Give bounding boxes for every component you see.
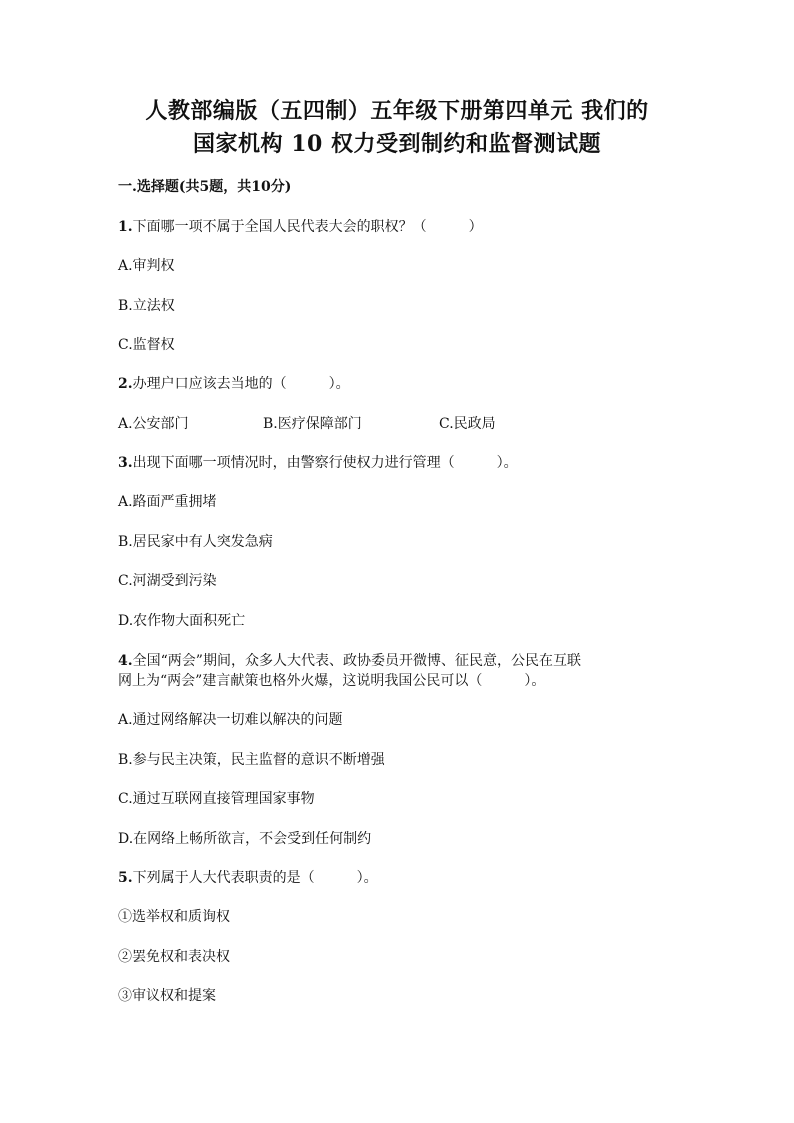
question-4-text-line-2: 网上为“两会”建言献策也格外火爆，这说明我国公民可以（ ）。 xyxy=(118,673,546,689)
question-4-option-c: C.通过互联网直接管理国家事物 xyxy=(118,791,315,807)
question-2-option-c: C.民政局 xyxy=(439,416,496,432)
question-3-text: 出现下面哪一项情况时，由警察行使权力进行管理（ ）。 xyxy=(132,455,518,471)
question-4-option-a: A.通过网络解决一切难以解决的问题 xyxy=(118,712,343,728)
question-3-option-a: A.路面严重拥堵 xyxy=(118,494,217,510)
question-3-option-d: D.农作物大面积死亡 xyxy=(118,613,246,629)
question-1-option-a: A.审判权 xyxy=(118,258,175,274)
section-heading: 一.选择题(共5题，共10分) xyxy=(118,179,292,195)
document-title-line-1: 人教部编版（五四制）五年级下册第四单元 我们的 xyxy=(145,98,649,124)
question-4-number: 4. xyxy=(118,653,133,669)
question-3-option-b: B.居民家中有人突发急病 xyxy=(118,534,273,550)
question-2-option-a: A.公安部门 xyxy=(118,416,189,432)
question-4-option-d: D.在网络上畅所欲言，不会受到任何制约 xyxy=(118,831,372,847)
question-4-option-b: B.参与民主决策，民主监督的意识不断增强 xyxy=(118,752,385,768)
question-1-option-c: C.监督权 xyxy=(118,337,175,353)
question-2 xyxy=(118,374,678,394)
document-title-line-2: 国家机构 10 权力受到制约和监督测试题 xyxy=(193,131,601,157)
question-5-option-2: ②罢免权和表决权 xyxy=(118,949,230,965)
question-1-number: 1. xyxy=(118,219,133,235)
question-3-option-c: C.河湖受到污染 xyxy=(118,573,217,589)
question-2-number: 2. xyxy=(118,376,133,392)
question-1-text: 下面哪一项不属于全国人民代表大会的职权？（ ） xyxy=(132,219,483,235)
question-4-continued xyxy=(118,671,678,691)
question-3 xyxy=(118,453,678,473)
question-3-number: 3. xyxy=(118,455,133,471)
question-5-text: 下列属于人大代表职责的是（ ）。 xyxy=(132,870,378,886)
question-1-option-b: B.立法权 xyxy=(118,298,175,314)
question-1 xyxy=(118,217,678,237)
question-2-options xyxy=(118,414,678,434)
question-5 xyxy=(118,868,678,888)
question-2-option-b: B.医疗保障部门 xyxy=(263,416,362,432)
question-2-text: 办理户口应该去当地的（ ）。 xyxy=(132,376,350,392)
question-5-number: 5. xyxy=(118,870,133,886)
question-5-option-3: ③审议权和提案 xyxy=(118,988,216,1004)
question-4-text-line-1: 全国“两会”期间，众多人大代表、政协委员开微博、征民意，公民在互联 xyxy=(132,653,581,669)
question-4 xyxy=(118,651,678,671)
question-5-option-1: ①选举权和质询权 xyxy=(118,909,230,925)
